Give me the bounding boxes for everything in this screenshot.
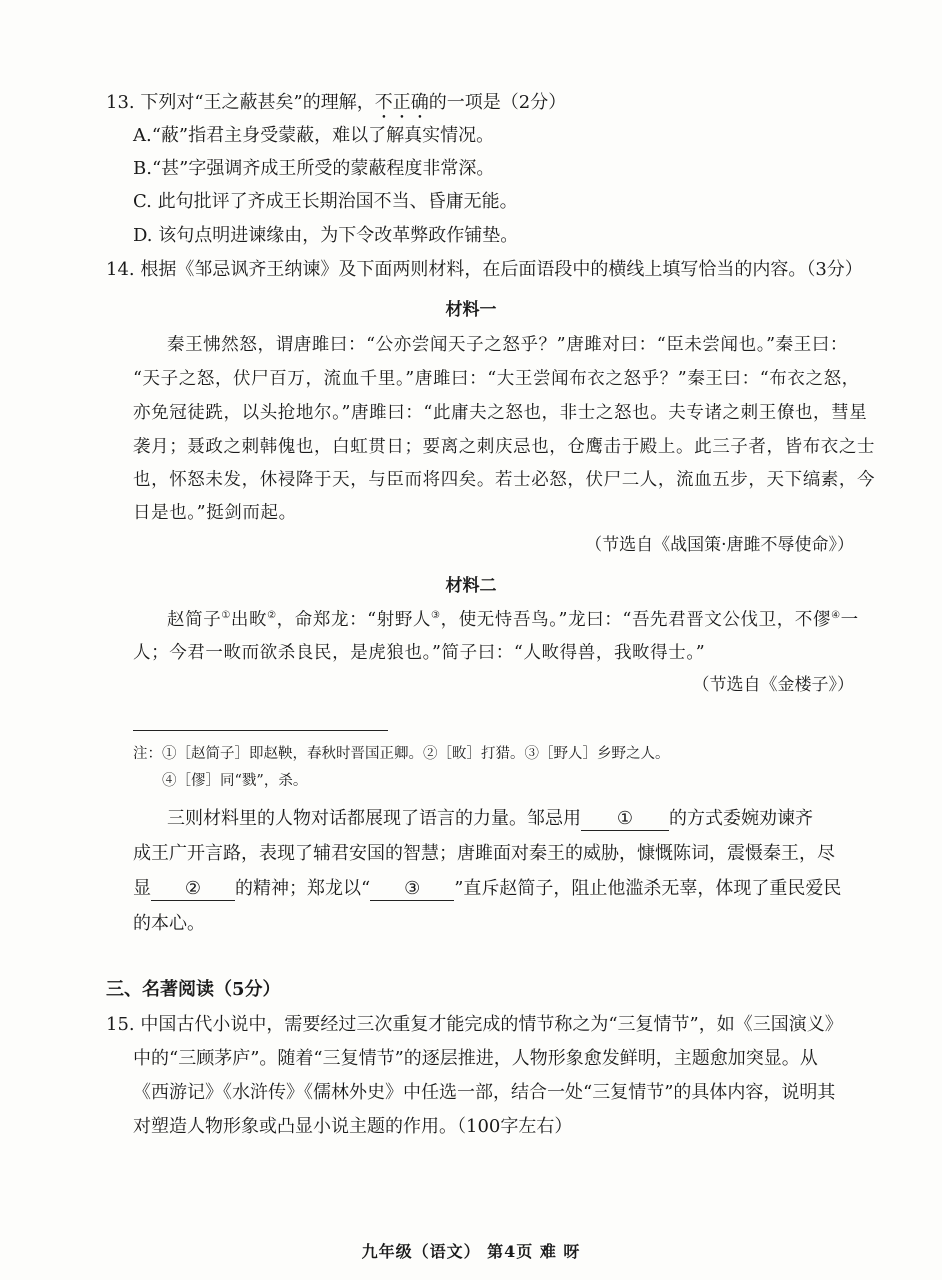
material1-line: 秦王怫然怒，谓唐雎曰：“公亦尝闻天子之怒乎？”唐雎对曰：“臣未尝闻也。”秦王曰： [167, 335, 849, 355]
q13-stem-pre: 13. 下列对“王之蔽甚矣”的理解， [106, 92, 375, 113]
m2-text: 出畋 [230, 610, 268, 630]
passage-text: 显 [133, 878, 151, 899]
q15-line-1: 15. 中国古代小说中，需要经过三次重复才能完成的情节称之为“三复情节”，如《三国演义》 [106, 1014, 843, 1035]
passage-line-4: 的本心。 [133, 913, 205, 934]
section-3-title: 三、名著阅读（5分） [106, 979, 281, 1000]
material2-title: 材料二 [445, 576, 497, 596]
footnote-marker: ④ [831, 610, 841, 622]
passage-line-3 [133, 877, 841, 901]
q15-line-2: 中的“三顾茅庐”。随着“三复情节”的逐层推进，人物形象愈发鲜明，主题愈加突显。从 [133, 1048, 818, 1069]
material2-line-2: 人；今君一畋而欲杀良民，是虎狼也。”简子曰：“人畋得兽，我畋得士。” [133, 643, 706, 663]
m2-text: ，命郑龙：“射野人 [276, 610, 432, 630]
q13-stem [106, 91, 566, 123]
footnote-marker: ③ [431, 610, 441, 622]
q15-line-4: 对塑造人物形象或凸显小说主题的作用。（100字左右） [133, 1116, 573, 1137]
footnote-divider [133, 730, 388, 731]
footnote-line-2: ④［僇］同“戮”，杀。 [162, 773, 308, 789]
material1-line: 也，怀怒未发，休祲降于天，与臣而将四矣。若士必怒，伏尸二人，流血五步，天下缟素，今 [133, 470, 876, 490]
passage-text: 三则材料里的人物对话都展现了语言的力量。邹忌用 [167, 808, 581, 829]
material1-line: 袭月；聂政之刺韩傀也，白虹贯日；要离之刺庆忌也，仓鹰击于殿上。此三子者，皆布衣之士 [133, 437, 876, 457]
material1-title: 材料一 [445, 300, 497, 320]
q15-line-3: 《西游记》《水浒传》《儒林外史》中任选一部，结合一处“三复情节”的具体内容，说明其 [133, 1082, 836, 1103]
q13-option-d: D. 该句点明进谏缘由，为下令改革弊政作铺垫。 [133, 225, 519, 246]
q13-option-a: A.“蔽”指君主身受蒙蔽，难以了解真实情况。 [133, 125, 495, 146]
q13-option-c: C. 此句批评了齐成王长期治国不当、昏庸无能。 [133, 191, 518, 212]
passage-text: ”直斥赵简子，阻止他滥杀无辜，体现了重民爱民 [454, 878, 842, 899]
passage-line-1 [167, 807, 813, 831]
q13-stem-post: 的一项是（2分） [428, 92, 567, 113]
q14-stem: 14. 根据《邹忌讽齐王纳谏》及下面两则材料，在后面语段中的横线上填写恰当的内容。（3分） [106, 259, 863, 280]
m2-text: 赵简子 [167, 610, 222, 630]
q13-stem-emphasis: 不正确 [374, 92, 429, 113]
answer-blank-3[interactable]: ③ [370, 878, 454, 901]
m2-text: ，使无恃吾鸟。”龙曰：“吾先君晋文公伐卫，不僇 [440, 610, 832, 630]
material1-line: 日是也。”挺剑而起。 [133, 503, 297, 523]
answer-blank-1[interactable]: ① [581, 808, 669, 831]
m2-text: 一 [840, 610, 859, 630]
footnote-line-1: 注：①［赵简子］即赵鞅，春秋时晋国正卿。②［畋］打猎。③［野人］乡野之人。 [133, 746, 670, 762]
passage-text: 的方式委婉劝谏齐 [669, 808, 813, 829]
passage-line-2: 成王广开言路，表现了辅君安国的智慧；唐雎面对秦王的威胁，慷慨陈词，震慑秦王，尽 [133, 843, 835, 864]
footnote-marker: ② [267, 610, 277, 622]
answer-blank-2[interactable]: ② [151, 878, 235, 901]
material2-source: （节选自《金楼子》） [692, 675, 854, 695]
material1-line: “天子之怒，伏尸百万，流血千里。”唐雎曰：“大王尝闻布衣之怒乎？”秦王曰：“布衣之怒， [133, 369, 860, 389]
material1-line: 亦免冠徒跣，以头抢地尔。”唐雎曰：“此庸夫之怒也，非士之怒也。夫专诸之刺王僚也，彗星 [133, 403, 868, 423]
material2-line-1 [167, 608, 859, 632]
passage-text: 的精神；郑龙以“ [235, 878, 371, 899]
page-footer: 九年级（语文） 第4页 难 呀 [361, 1242, 581, 1261]
q13-option-b: B.“甚”字强调齐成王所受的蒙蔽程度非常深。 [133, 158, 495, 179]
footnote-marker: ① [221, 610, 231, 622]
material1-source: （节选自《战国策·唐雎不辱使命》） [585, 535, 854, 555]
